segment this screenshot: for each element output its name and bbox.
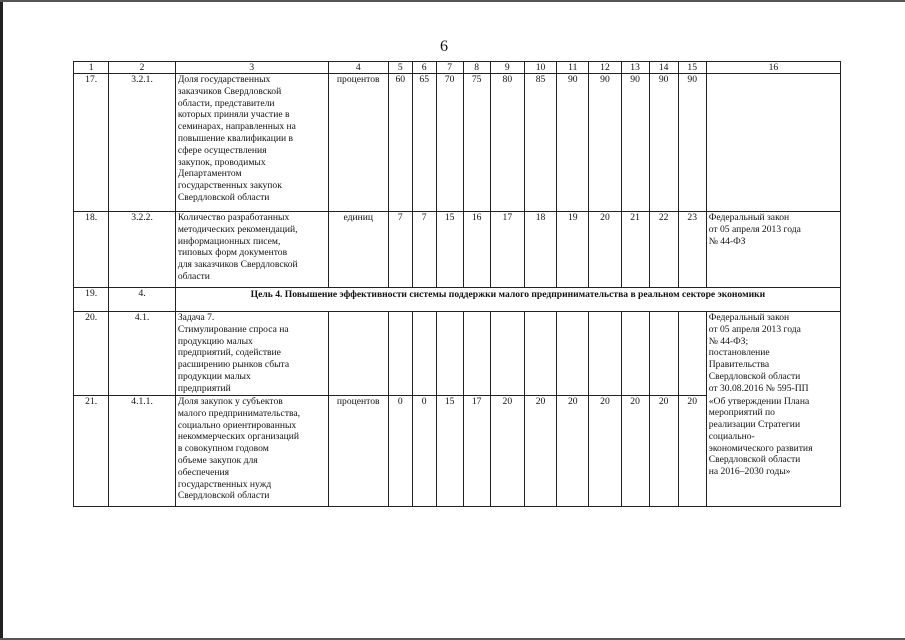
basis-cell: Федеральный закон от 05 апреля 2013 года № 44-ФЗ (706, 212, 840, 288)
task-name: Задача 7. Стимулирование спроса на продукцию малых предприятий, содействие расширению рынков сбыта продукции малых предприятий (175, 312, 328, 396)
column-header: 9 (490, 62, 524, 74)
value-cell: 90 (678, 74, 706, 212)
column-header: 6 (412, 62, 436, 74)
value-cell: 15 (436, 212, 463, 288)
value-cell: 20 (589, 212, 621, 288)
empty-cell (649, 312, 678, 396)
empty-cell (490, 312, 524, 396)
empty-cell (621, 312, 649, 396)
value-cell: 65 (412, 74, 436, 212)
row-number: 20. (74, 312, 109, 396)
indicator-name: Доля закупок у субъектов малого предпринимательства, социально ориентированных некоммерческих организаций в совокупном годовом объеме закупок для обеспечения государственных нужд Свердловской области (175, 396, 328, 507)
table-row (74, 212, 841, 288)
scan-top-edge (0, 0, 905, 2)
unit-cell: единиц (328, 212, 388, 288)
column-header: 12 (589, 62, 621, 74)
value-cell: 18 (524, 212, 556, 288)
value-cell: 85 (524, 74, 556, 212)
task-row (74, 312, 841, 396)
value-cell: 22 (649, 212, 678, 288)
row-number: 18. (74, 212, 109, 288)
row-code: 3.2.2. (109, 212, 176, 288)
value-cell: 17 (463, 396, 490, 507)
empty-cell (328, 312, 388, 396)
value-cell: 20 (557, 396, 589, 507)
value-cell: 0 (388, 396, 412, 507)
value-cell: 70 (436, 74, 463, 212)
table-row (74, 396, 841, 507)
row-code: 4.1. (109, 312, 176, 396)
column-header: 15 (678, 62, 706, 74)
empty-cell (678, 312, 706, 396)
value-cell: 80 (490, 74, 524, 212)
column-header: 14 (649, 62, 678, 74)
value-cell: 15 (436, 396, 463, 507)
column-header: 4 (328, 62, 388, 74)
goal-text: Цель 4. Повышение эффективности системы поддержки малого предпринимательства в реальном секторе экономики (175, 288, 840, 312)
value-cell: 16 (463, 212, 490, 288)
value-cell: 20 (524, 396, 556, 507)
indicator-name: Количество разработанных методических рекомендаций, информационных писем, типовых форм документов для заказчиков Свердловской области (175, 212, 328, 288)
basis-cell: «Об утверждении Плана мероприятий по реализации Стратегии социально- экономического развития Свердловской области на 2016–2030 годы» (706, 396, 840, 507)
header-row (74, 62, 841, 74)
column-header: 13 (621, 62, 649, 74)
empty-cell (557, 312, 589, 396)
row-number: 19. (74, 288, 109, 312)
value-cell: 23 (678, 212, 706, 288)
row-number: 17. (74, 74, 109, 212)
value-cell: 19 (557, 212, 589, 288)
row-code: 3.2.1. (109, 74, 176, 212)
page-number: 6 (440, 38, 448, 55)
goal-row (74, 288, 841, 312)
empty-cell (524, 312, 556, 396)
value-cell: 20 (621, 396, 649, 507)
value-cell: 90 (557, 74, 589, 212)
empty-cell (436, 312, 463, 396)
value-cell: 20 (678, 396, 706, 507)
value-cell: 7 (388, 212, 412, 288)
column-header: 11 (557, 62, 589, 74)
indicators-table (73, 61, 841, 507)
value-cell: 90 (621, 74, 649, 212)
unit-cell: процентов (328, 396, 388, 507)
scan-left-edge (0, 0, 3, 640)
value-cell: 90 (589, 74, 621, 212)
column-header: 7 (436, 62, 463, 74)
table-row (74, 74, 841, 212)
empty-cell (463, 312, 490, 396)
value-cell: 20 (490, 396, 524, 507)
empty-cell (388, 312, 412, 396)
basis-cell (706, 74, 840, 212)
value-cell: 60 (388, 74, 412, 212)
row-code: 4.1.1. (109, 396, 176, 507)
column-header: 2 (109, 62, 176, 74)
indicator-name: Доля государственных заказчиков Свердловской области, представители которых приняли участие в семинарах, направленных на повышение квалификации в сфере осуществления закупок, проводимых Департаментом государственных закупок Свердловской области (175, 74, 328, 212)
value-cell: 20 (649, 396, 678, 507)
value-cell: 20 (589, 396, 621, 507)
column-header: 16 (706, 62, 840, 74)
column-header: 10 (524, 62, 556, 74)
empty-cell (589, 312, 621, 396)
value-cell: 21 (621, 212, 649, 288)
row-code: 4. (109, 288, 176, 312)
value-cell: 17 (490, 212, 524, 288)
value-cell: 7 (412, 212, 436, 288)
value-cell: 75 (463, 74, 490, 212)
basis-cell: Федеральный закон от 05 апреля 2013 года № 44-ФЗ; постановление Правительства Свердловской области от 30.08.2016 № 595-ПП (706, 312, 840, 396)
column-header: 8 (463, 62, 490, 74)
row-number: 21. (74, 396, 109, 507)
value-cell: 0 (412, 396, 436, 507)
column-header: 5 (388, 62, 412, 74)
unit-cell: процентов (328, 74, 388, 212)
table-body (74, 62, 841, 507)
column-header: 1 (74, 62, 109, 74)
empty-cell (412, 312, 436, 396)
value-cell: 90 (649, 74, 678, 212)
column-header: 3 (175, 62, 328, 74)
